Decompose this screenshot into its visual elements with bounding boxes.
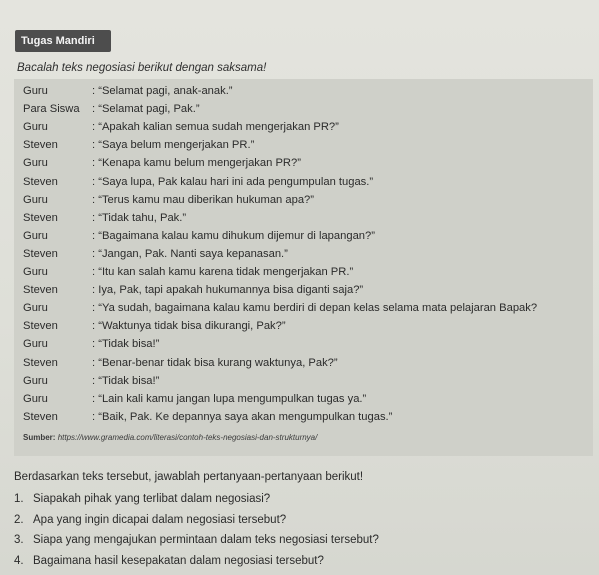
dialogue-line: : “Selamat pagi, Pak.”: [92, 103, 200, 116]
dialogue-line: : “Kenapa kamu belum mengerjakan PR?”: [92, 157, 301, 170]
dialogue-row: [14, 299, 593, 317]
speaker-name: Steven: [23, 139, 58, 152]
dialogue-row: [14, 209, 593, 227]
speaker-name: Steven: [23, 175, 58, 188]
speaker-name: Guru: [23, 338, 48, 351]
question-text: Apa yang ingin dicapai dalam negosiasi tersebut?: [33, 513, 287, 526]
dialogue-row: [14, 317, 593, 335]
speaker-name: Guru: [23, 121, 48, 134]
dialogue-row: [14, 191, 593, 209]
dialogue-line: : “Baik, Pak. Ke depannya saya akan mengumpulkan tugas.”: [92, 410, 393, 423]
question-text: Siapa yang mengajukan permintaan dalam teks negosiasi tersebut?: [33, 534, 379, 546]
dialogue-row: [14, 335, 593, 353]
dialogue-row: [14, 245, 593, 263]
dialogue-line: : “Selamat pagi, anak-anak.”: [92, 85, 233, 97]
question-text: Siapakah pihak yang terlibat dalam negosiasi?: [33, 493, 271, 505]
dialogue-line: : “Bagaimana kalau kamu dihukum dijemur di lapangan?”: [92, 229, 375, 242]
questions-prompt: Berdasarkan teks tersebut, jawablah pertanyaan-pertanyaan berikut!: [14, 471, 364, 483]
dialogue-row: [14, 173, 593, 191]
dialogue-row: [14, 227, 593, 245]
dialogue-line: : “Terus kamu mau diberikan hukuman apa?”: [92, 193, 314, 206]
dialogue-line: : “Tidak bisa!”: [92, 338, 160, 351]
dialogue-line: : “Itu kan salah kamu karena tidak mengerjakan PR.”: [92, 266, 354, 278]
dialogue-line: : “Tidak bisa!”: [92, 374, 160, 387]
dialogue-line: : Iya, Pak, tapi apakah hukumannya bisa diganti saja?”: [92, 284, 364, 297]
speaker-name: Steven: [23, 356, 58, 369]
dialogue-row: [14, 100, 593, 118]
dialogue-line: : “Saya belum mengerjakan PR.”: [92, 139, 255, 152]
dialogue-line: : “Jangan, Pak. Nanti saya kepanasan.”: [92, 247, 288, 260]
speaker-name: Guru: [23, 392, 48, 405]
dialogue-line: : “Benar-benar tidak bisa kurang waktunya, Pak?”: [92, 356, 338, 369]
question-number: 3.: [14, 534, 24, 546]
speaker-name: Guru: [23, 266, 48, 278]
section-tag: Tugas Mandiri: [15, 30, 111, 52]
speaker-name: Steven: [23, 211, 58, 224]
speaker-name: Steven: [23, 284, 58, 297]
dialogue-row: [14, 263, 593, 281]
speaker-name: Steven: [23, 247, 58, 260]
question-number: 4.: [14, 554, 24, 567]
dialogue-line: : “Tidak tahu, Pak.”: [92, 211, 187, 224]
dialogue-line: : “Saya lupa, Pak kalau hari ini ada pengumpulan tugas.”: [92, 175, 374, 188]
dialogue-row: [14, 372, 593, 390]
intro-text: Bacalah teks negosiasi berikut dengan saksama!: [17, 62, 267, 74]
dialogue-line: : “Waktunya tidak bisa dikurangi, Pak?”: [92, 320, 286, 333]
question-number: 1.: [14, 493, 24, 505]
dialogue-line: : “Lain kali kamu jangan lupa mengumpulkan tugas ya.”: [92, 392, 367, 405]
question-text: Bagaimana hasil kesepakatan dalam negosiasi tersebut?: [33, 554, 324, 567]
dialogue-line: : “Ya sudah, bagaimana kalau kamu berdiri di depan kelas selama mata pelajaran Bapak?: [92, 302, 538, 315]
source-url: https://www.gramedia.com/literasi/contoh-teks-negosiasi-dan-strukturnya/: [57, 433, 318, 442]
speaker-name: Guru: [23, 85, 48, 97]
dialogue-row: [14, 281, 593, 299]
question-number: 2.: [14, 513, 24, 526]
speaker-name: Steven: [23, 410, 58, 423]
speaker-name: Guru: [23, 374, 48, 387]
speaker-name: Guru: [23, 157, 48, 170]
speaker-name: Guru: [23, 302, 48, 315]
speaker-name: Guru: [23, 229, 48, 242]
dialogue-row: [14, 136, 593, 154]
dialogue-row: [14, 408, 593, 426]
source-label: Sumber:: [23, 433, 56, 442]
dialogue-row: [14, 154, 593, 172]
dialogue-row: [14, 82, 593, 100]
dialogue-row: [14, 390, 593, 408]
source-citation: [23, 433, 317, 442]
dialogue-row: [14, 354, 593, 372]
speaker-name: Steven: [23, 320, 58, 333]
speaker-name: Guru: [23, 193, 48, 206]
dialogue-row: [14, 118, 593, 136]
speaker-name: Para Siswa: [23, 103, 80, 116]
dialogue-box: [14, 79, 593, 456]
dialogue-line: : “Apakah kalian semua sudah mengerjakan PR?”: [92, 121, 339, 134]
